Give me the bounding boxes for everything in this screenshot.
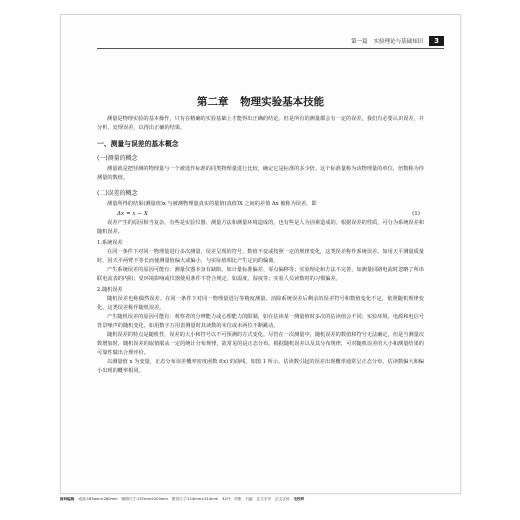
chapter-name: 物理实验基本技能 <box>240 96 325 108</box>
header-rule <box>97 48 444 49</box>
footer-item: 成品:183mm×260mm <box>78 497 118 501</box>
footer-item: 行距 <box>245 497 253 501</box>
footer-item: 正文字号 <box>256 497 272 501</box>
random-paragraph-2: 产生随机误差的原因可能有：观察者的分辨能力或心理能力的限制，如在估读某一测量值时多次的估读值会不同；实验环境，电源和电信号背景噪声的随机变化，如用数字万用表测量时其读数的末位或末两位不断跳动。 <box>97 314 424 329</box>
footer-item: 32开 <box>222 497 231 501</box>
header-part-label: 第一篇 <box>351 39 368 45</box>
equation: Δx = x − X <box>117 211 148 217</box>
random-paragraph-1: 随机误差也称偶然误差。在同一条件下对同一物理量进行等精度测量，消除系统误差后剩余的误差符号和数值变化不定，依照随机规律变化，这类误差称作随机误差。 <box>97 296 424 311</box>
chapter-number: 第二章 <box>196 96 229 108</box>
error-definition-paragraph: 测量所得的结果(测量值)x 与被测物理量真实的量值(真值)X 之间的差值 Δx 被称为误差，即 <box>107 201 317 207</box>
footer-item: 排页尺寸:214mm×314mm <box>171 497 219 501</box>
random-paragraph-4: 以测量值 x 为变量，正态分布误差概率密度函数 f(x) 的曲线，如图 1 所示。估读数引起的误差出现概率通常呈正态分布，估读数偏大和偏小出现的概率相同。 <box>97 359 424 374</box>
error-causes-paragraph: 误差产生的原因相当复杂，有些是实验仪器、测量方法和测量环境造成的，也有些是人为因素造成的。根据误差的性质，可分为系统误差和随机误差。 <box>97 220 424 235</box>
equation-row <box>97 211 424 217</box>
equation-number: (1) <box>412 211 420 217</box>
page-number: 3 <box>429 36 444 46</box>
book-page <box>60 14 461 494</box>
footer-item: 毛校样 <box>293 497 305 501</box>
header-section-label: 实验理论与基础知识 <box>373 39 424 45</box>
systematic-paragraph-2: 产生系统误差的原因可能有：测量仪器本身有缺陷，如计量标准偏差、零点偏移等；实验理论和方法不完善，如测量回路电流时忽略了所串联电流表的内阻；受环境影响或仪器使用条件不符合规定，如温度、湿度等；实验人员读数时的习惯偏差。 <box>97 267 424 282</box>
footer-item: 印张 <box>234 497 242 501</box>
random-paragraph-3: 随机误差的特点是随机性，误差的大小和符号以不可预测的方式变化。尽管在一次测量中，随机误差的数值和符号无法确定，但是当测量次数增加时，随机误差的取值服从一定的统计分布规律，故常见的是正态分布。根据随机误差以及其分布规律，可对随机误差的大小和测量结果的可靠性做出合理评价。 <box>97 332 424 356</box>
subsection-heading-error: (二)误差的概念 <box>97 190 138 197</box>
print-specs-footer <box>60 497 459 502</box>
systematic-error-heading: 1.系统误差 <box>97 240 123 246</box>
chapter-title <box>61 94 460 109</box>
page-body <box>97 115 424 376</box>
footer-item: 版面尺寸:137mm×203mm <box>121 497 168 501</box>
footer-item: 正文字体 <box>275 497 290 501</box>
random-error-heading: 2.随机误差 <box>97 287 123 293</box>
subsection-heading-measurement: (一)测量的概念 <box>97 155 138 162</box>
footer-item: 树林编辑 <box>60 497 75 501</box>
measurement-paragraph: 测量就是把待测的物理量与一个被选作标准的同类物理量进行比较，确定它是标准的多少倍。这个标准量称为该物理量的单位，倍数称为待测量的数值。 <box>97 166 424 181</box>
systematic-paragraph-1: 在同一条件下对同一物理量进行多次测量，误差呈现的符号、数值不变或按照一定的规律变化，这类误差称作系统误差。如用天平测量质量时，因天平两臂不等长而使测量值偏大或偏小，与实际值相比产生定向的偏离。 <box>97 249 424 264</box>
intro-paragraph: 测量是物理实验的基本操作，只有在精确的实验基础上才能得出正确的结论。但是所有的测量都会有一定的误差，我们有必要认识误差，并分析、处理误差，以得出正确的结果。 <box>97 116 424 131</box>
section-heading: 一、测量与误差的基本概念 <box>97 140 179 148</box>
running-header <box>351 36 444 46</box>
